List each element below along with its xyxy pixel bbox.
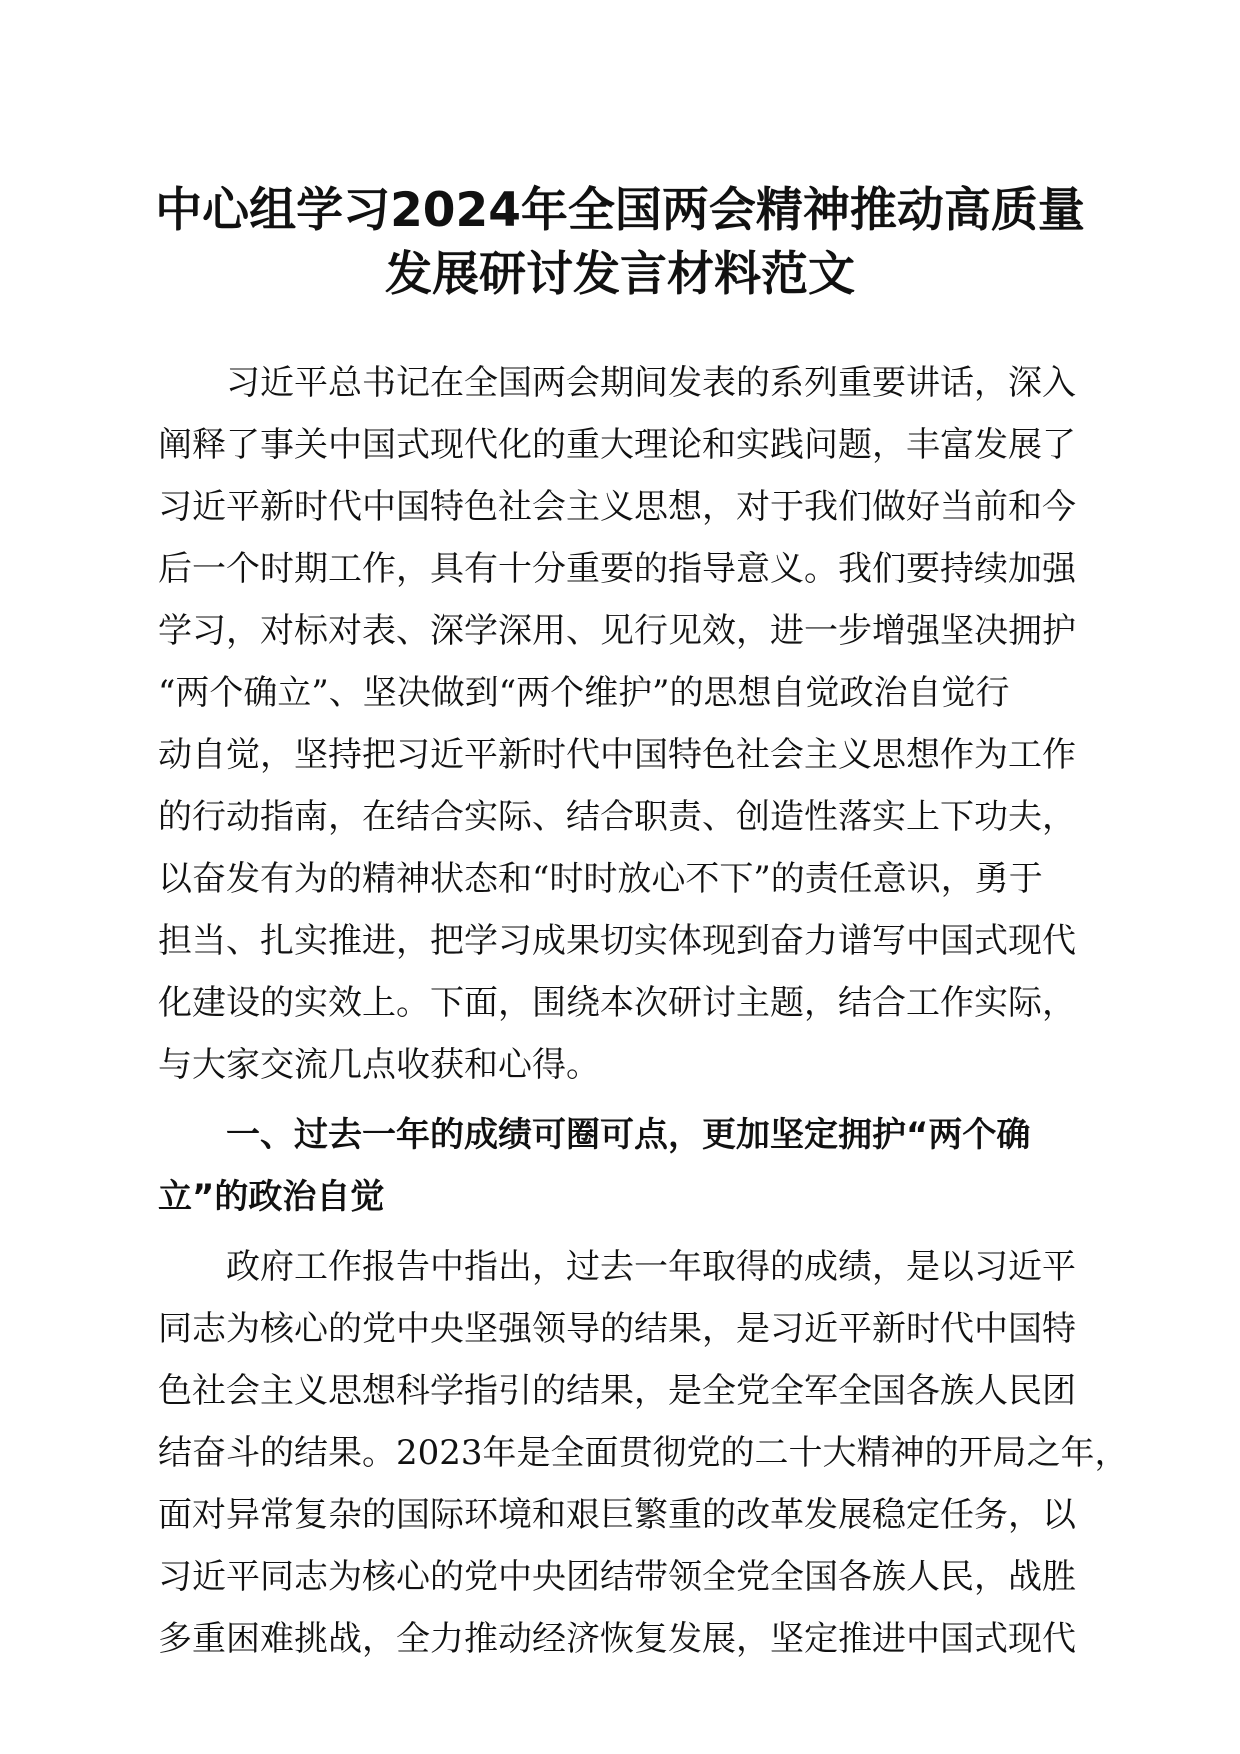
text-line: 政府工作报告中指出，过去一年取得的成绩，是以习近平 [226, 1247, 1076, 1287]
paragraph-spacer [158, 1096, 1098, 1104]
section-heading-1 [158, 1104, 1098, 1228]
text-line: 习近平新时代中国特色社会主义思想，对于我们做好当前和今 [158, 487, 1076, 527]
paragraph-spacer [158, 1228, 1098, 1236]
document-body [158, 352, 1129, 1670]
text-line: 后一个时期工作，具有十分重要的指导意义。我们要持续加强 [158, 549, 1076, 589]
text-line: 色社会主义思想科学指引的结果，是全党全军全国各族人民团 [158, 1371, 1076, 1411]
text-line: 阐释了事关中国式现代化的重大理论和实践问题，丰富发展了 [158, 425, 1076, 465]
text-line: 同志为核心的党中央坚强领导的结果，是习近平新时代中国特 [158, 1309, 1076, 1349]
text-line: 以奋发有为的精神状态和“时时放心不下”的责任意识，勇于 [158, 859, 1043, 899]
text-line: 与大家交流几点收获和心得。 [158, 1045, 600, 1085]
document-title-line-2: 发展研讨发言材料范文 [385, 247, 855, 302]
text-line: 动自觉，坚持把习近平新时代中国特色社会主义思想作为工作 [158, 735, 1076, 775]
text-line: 的行动指南，在结合实际、结合职责、创造性落实上下功夫， [158, 797, 1076, 837]
heading-line: 立”的政治自觉 [158, 1177, 385, 1217]
text-line: 习近平同志为核心的党中央团结带领全党全国各族人民，战胜 [158, 1557, 1076, 1597]
paragraph-section-1 [158, 1236, 1129, 1670]
text-line: “两个确立”、坚决做到“两个维护”的思想自觉政治自觉行 [158, 673, 1010, 713]
text-line: 担当、扎实推进，把学习成果切实体现到奋力谱写中国式现代 [158, 921, 1076, 961]
document-title-line-1: 中心组学习2024年全国两会精神推动高质量 [155, 183, 1085, 238]
heading-line: 一、过去一年的成绩可圈可点，更加坚定拥护“两个确 [226, 1115, 1031, 1155]
text-line: 化建设的实效上。下面，围绕本次研讨主题，结合工作实际， [158, 983, 1076, 1023]
text-line: 习近平总书记在全国两会期间发表的系列重要讲话，深入 [226, 363, 1076, 403]
text-line: 面对异常复杂的国际环境和艰巨繁重的改革发展稳定任务，以 [158, 1495, 1076, 1535]
paragraph-intro [158, 352, 1098, 1096]
text-line: 学习，对标对表、深学深用、见行见效，进一步增强坚决拥护 [158, 611, 1076, 651]
text-line: 结奋斗的结果。2023年是全面贯彻党的二十大精神的开局之年， [158, 1433, 1129, 1473]
text-line: 多重困难挑战，全力推动经济恢复发展，坚定推进中国式现代 [158, 1619, 1076, 1659]
